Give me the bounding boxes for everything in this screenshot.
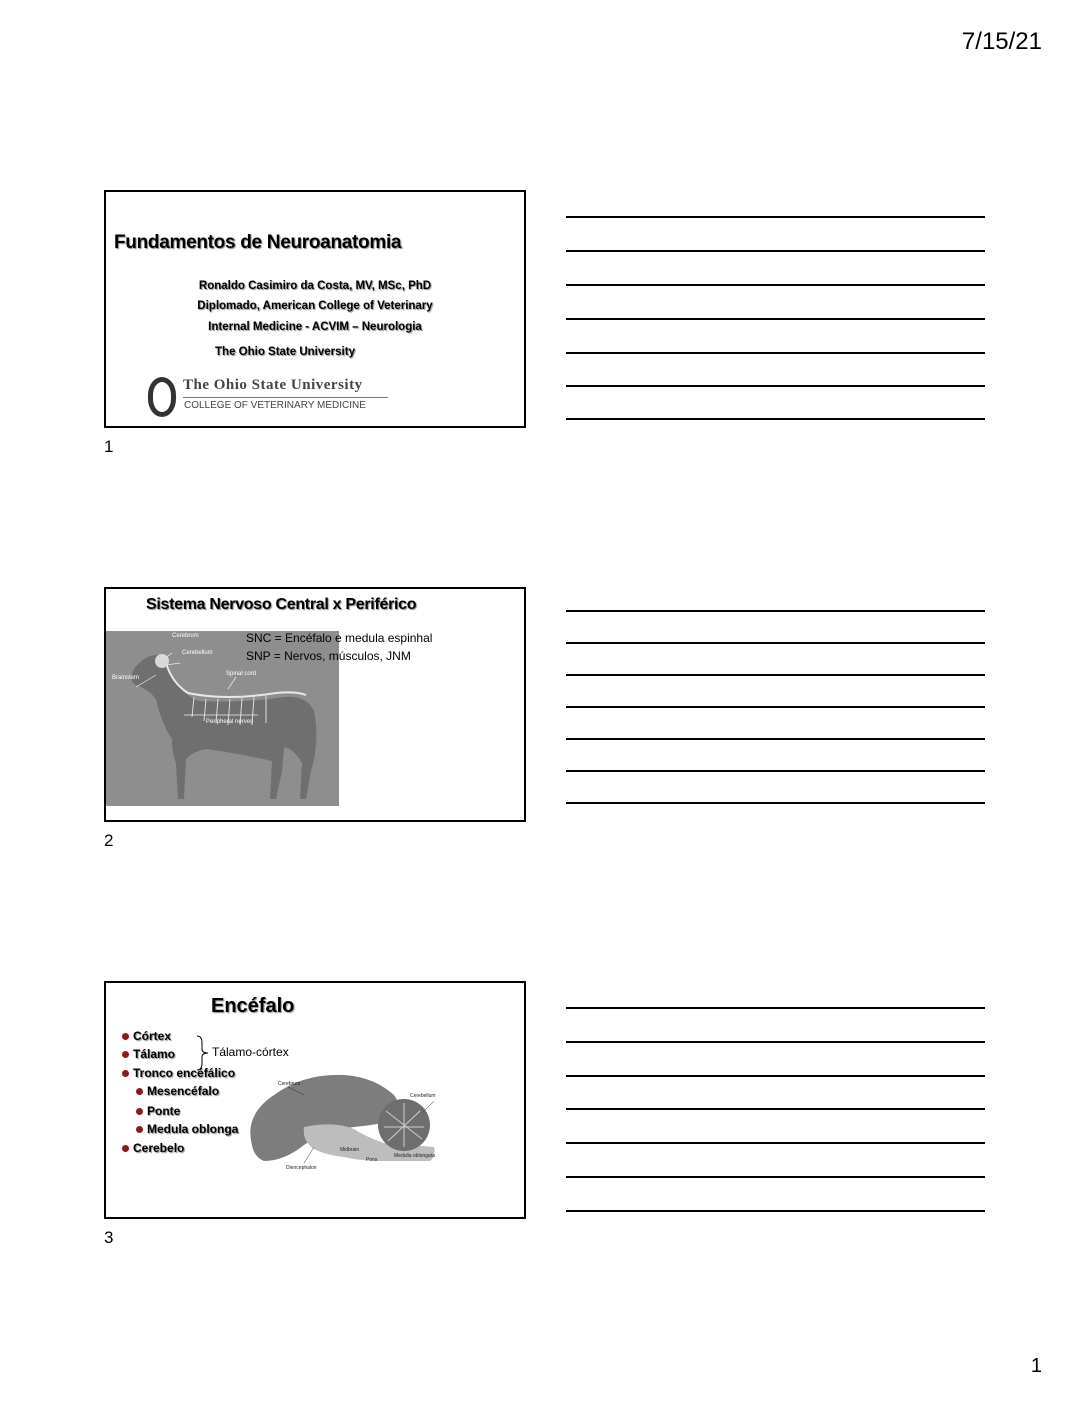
sub-bullet-medula-oblonga: Medula oblonga xyxy=(136,1122,238,1136)
label-diencephalon-fig: Diencephalon xyxy=(286,1165,317,1171)
page-number: 1 xyxy=(1030,1355,1042,1377)
label-peripheral-nerves: Peripheral nerves xyxy=(206,719,254,725)
brace-label: Tálamo-córtex xyxy=(212,1045,289,1059)
osu-logo-name: The Ohio State University xyxy=(183,377,363,393)
slide-2-number: 2 xyxy=(104,831,114,850)
slide-1-title: Fundamentos de Neuroanatomia xyxy=(114,232,402,253)
brain-sagittal-figure xyxy=(244,1065,444,1175)
label-medulla-fig: Medulla oblongata xyxy=(394,1153,435,1159)
label-midbrain-fig: Midbrain xyxy=(340,1147,360,1153)
slide-3-number: 3 xyxy=(104,1228,114,1247)
snc-definition: SNC = Encéfalo e medula espinhal xyxy=(246,631,433,645)
slide-1-number: 1 xyxy=(104,437,114,456)
author-affiliation: The Ohio State University xyxy=(215,346,355,358)
slide-3 xyxy=(104,981,526,1219)
osu-block-o-icon xyxy=(148,377,176,417)
sub-bullet-mesencefalo: Mesencéfalo xyxy=(136,1084,219,1098)
document-date: 7/15/21 xyxy=(961,28,1042,55)
sub-bullet-ponte: Ponte xyxy=(136,1104,180,1118)
slide-3-title: Encéfalo xyxy=(211,995,295,1017)
bullet-cortex: Córtex xyxy=(122,1029,171,1043)
brace-icon xyxy=(196,1035,210,1071)
slide-2 xyxy=(104,587,526,822)
label-pons-fig: Pons xyxy=(366,1157,378,1163)
snp-definition: SNP = Nervos, músculos, JNM xyxy=(246,649,411,663)
label-brainstem: Brainstem xyxy=(112,675,140,681)
label-cerebrum-fig: Cerebrum xyxy=(278,1081,301,1087)
label-cerebrum: Cerebrum xyxy=(172,633,199,639)
bullet-tronco: Tronco encéfálico xyxy=(122,1066,235,1080)
label-cerebellum: Cerebellum xyxy=(182,650,213,656)
bullet-cerebelo: Cerebelo xyxy=(122,1141,184,1155)
osu-logo xyxy=(148,377,388,417)
author-credential-2: Internal Medicine - ACVIM – Neurologia xyxy=(208,321,422,333)
label-cerebellum-fig: Cerebellum xyxy=(410,1093,436,1099)
author-name: Ronaldo Casimiro da Costa, MV, MSc, PhD xyxy=(198,280,432,292)
bullet-talamo: Tálamo xyxy=(122,1047,175,1061)
slide-1 xyxy=(104,190,526,428)
slide-2-title: Sistema Nervoso Central x Periférico xyxy=(146,596,417,613)
label-spinal-cord: Spinal cord xyxy=(226,671,257,677)
osu-logo-college: COLLEGE OF VETERINARY MEDICINE xyxy=(184,400,366,411)
author-credential-1: Diplomado, American College of Veterinary xyxy=(197,300,433,312)
